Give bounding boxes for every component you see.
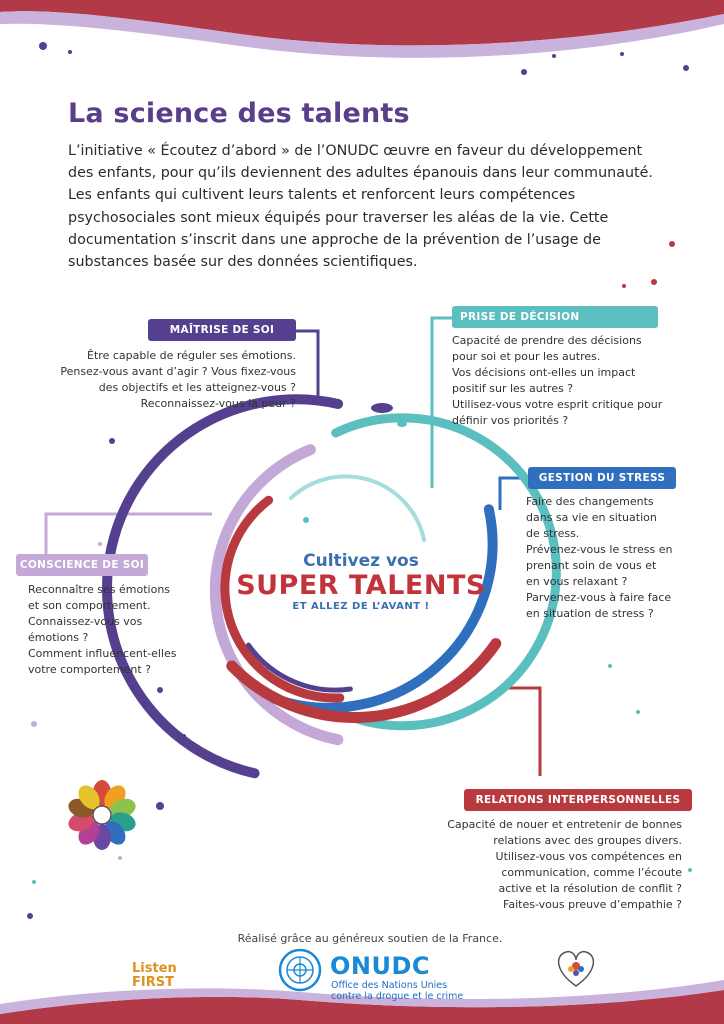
page-title: La science des talents: [68, 98, 410, 129]
text-line: émotions ?: [28, 631, 89, 644]
text-line: votre comportement ?: [28, 663, 152, 676]
text-line: pour soi et pour les autres.: [452, 350, 601, 363]
onudc-subtitle-line-1: Office des Nations Unies: [331, 980, 448, 991]
badge-gestion-du-stress: GESTION DU STRESS: [528, 467, 676, 489]
badge-relations-interpersonnelles: RELATIONS INTERPERSONNELLES: [464, 789, 692, 811]
text-line: Utilisez-vous votre esprit critique pour: [452, 398, 663, 411]
text-line: Vos décisions ont-elles un impact: [452, 366, 636, 379]
dab-purple: [371, 403, 393, 413]
text-line: Parvenez-vous à faire face: [526, 591, 672, 604]
heart-flower-icon: [559, 952, 594, 986]
flower-logo-icon: [66, 780, 138, 850]
listen-first-logo: [132, 962, 177, 990]
text-line: Faites-vous preuve d’empathie ?: [503, 898, 682, 911]
badge-maitrise-de-soi: MAÎTRISE DE SOI: [148, 319, 296, 341]
text-conscience-de-soi: [28, 582, 188, 678]
central-slogan: [236, 551, 486, 612]
text-line: de stress.: [526, 527, 580, 540]
text-gestion-du-stress: [526, 494, 686, 622]
dab-teal: [397, 421, 407, 427]
onudc-name: ONUDC: [330, 952, 431, 980]
text-line: Capacité de prendre des décisions: [452, 334, 642, 347]
text-line: Capacité de nouer et entretenir de bonnes: [447, 818, 682, 831]
text-line: des objectifs et les atteignez-vous ?: [98, 381, 296, 394]
text-line: définir vos priorités ?: [452, 414, 569, 427]
text-line: communication, comme l’écoute: [501, 866, 682, 879]
connector-relations: [500, 688, 540, 776]
listen-first-line-1: Listen: [132, 961, 177, 976]
slogan-line-2: SUPER TALENTS: [236, 570, 486, 601]
connector-maitrise: [296, 331, 318, 396]
support-note: Réalisé grâce au généreux soutien de la France.: [237, 932, 503, 945]
listen-first-line-2: FIRST: [132, 975, 174, 990]
text-line: active et la résolution de conflit ?: [498, 882, 682, 895]
text-line: Pensez-vous avant d’agir ? Vous fixez-vous: [60, 365, 296, 378]
text-maitrise-de-soi: [40, 348, 296, 412]
connector-prise: [432, 318, 452, 488]
text-line: Faire des changements: [526, 495, 654, 508]
arc-small-teal: [291, 476, 424, 540]
text-prise-de-decision: [452, 333, 676, 429]
text-line: Utilisez-vous vos compétences en: [495, 850, 682, 863]
text-line: dans sa vie en situation: [526, 511, 657, 524]
slogan-line-3: ET ALLEZ DE L’AVANT !: [292, 601, 430, 612]
text-line: en vous relaxant ?: [526, 575, 628, 588]
slogan-line-1: Cultivez vos: [303, 551, 419, 571]
onudc-subtitle-line-2: contre la drogue et le crime: [331, 991, 464, 1002]
badge-conscience-de-soi: CONSCIENCE DE SOI: [16, 554, 148, 576]
text-relations-interpersonnelles: [420, 817, 682, 913]
text-line: prenant soin de vous et: [526, 559, 657, 572]
text-line: Reconnaissez-vous la peur ?: [140, 397, 296, 410]
text-line: et son comportement.: [28, 599, 151, 612]
badge-prise-de-decision: PRISE DE DÉCISION: [452, 306, 658, 328]
text-line: en situation de stress ?: [526, 607, 654, 620]
un-emblem-icon: [280, 950, 320, 990]
intro-paragraph: L’initiative « Écoutez d’abord » de l’ONUDC œuvre en faveur du développement des enfants, pour qu’ils deviennent des adultes épanouis dans leur communauté. Les enfants qui cultivent leurs talents et renforcent leurs compétences psychosociales sont mieux équipés pour traverser les aléas de la vie. Cette documentation s’inscrit dans une approche de la prévention de l’usage de substances basée sur des données scientifiques.: [68, 143, 653, 271]
text-line: relations avec des groupes divers.: [493, 834, 682, 847]
text-line: Être capable de réguler ses émotions.: [87, 349, 296, 362]
text-line: Reconnaître ses émotions: [28, 583, 171, 596]
text-line: positif sur les autres ?: [452, 382, 574, 395]
text-line: Connaissez-vous vos: [28, 615, 143, 628]
onudc-subtitle: [331, 980, 463, 1002]
text-line: Comment influencent-elles: [28, 647, 177, 660]
text-line: Prévenez-vous le stress en: [526, 543, 673, 556]
